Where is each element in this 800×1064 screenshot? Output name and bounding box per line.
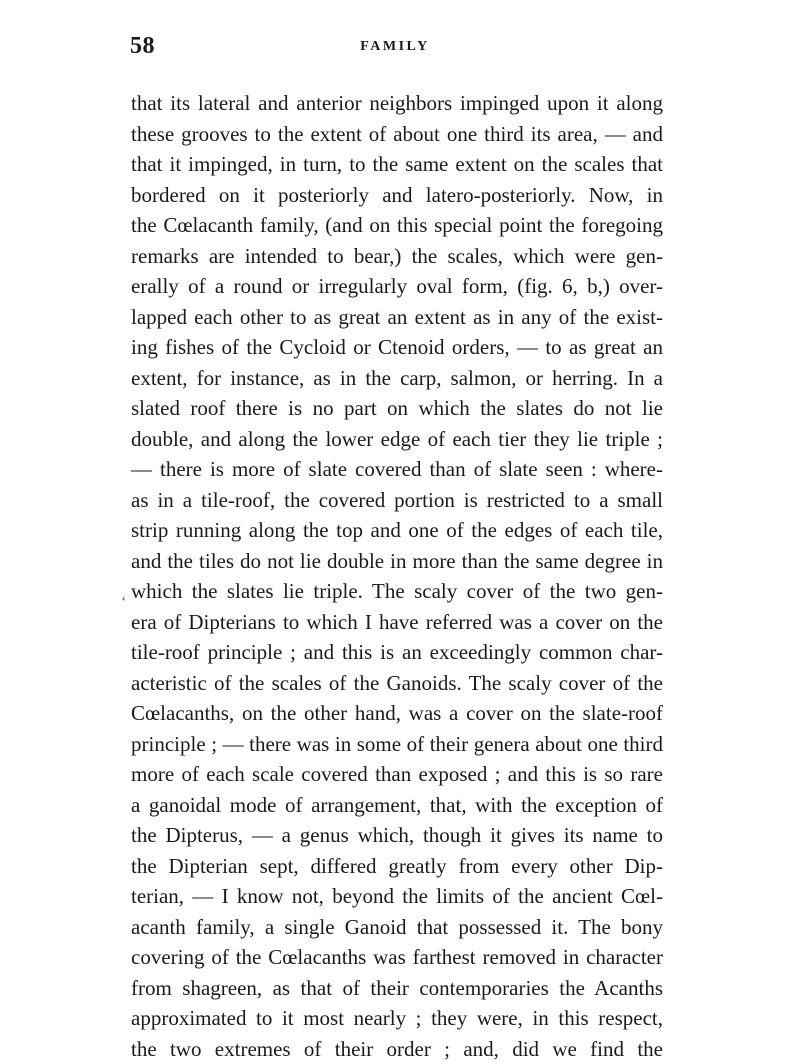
text-line: the Cœlacanth family, (and on this special point the foregoing	[131, 210, 663, 241]
text-line: bordered on it posteriorly and latero-posteriorly. Now, in	[131, 180, 663, 211]
text-line: Cœlacanths, on the other hand, was a cover on the slate-roof	[131, 698, 663, 729]
text-line: the Dipterian sept, differed greatly from every other Dip-	[131, 851, 663, 882]
text-line: the Dipterus, — a genus which, though it gives its name to	[131, 820, 663, 851]
text-line: more of each scale covered than exposed ; and this is so rare	[131, 759, 663, 790]
text-line: slated roof there is no part on which the slates do not lie	[131, 393, 663, 424]
margin-mark: ʻ	[121, 594, 126, 612]
text-line: as in a tile-roof, the covered portion is restricted to a small	[131, 485, 663, 516]
text-line: — there is more of slate covered than of slate seen : where-	[131, 454, 663, 485]
text-line: that it impinged, in turn, to the same extent on the scales that	[131, 149, 663, 180]
text-line: terian, — I know not, beyond the limits of the ancient Cœl-	[131, 881, 663, 912]
text-line: strip running along the top and one of the edges of each tile,	[131, 515, 663, 546]
text-line: the two extremes of their order ; and, did we find the	[131, 1034, 663, 1064]
text-line: lapped each other to as great an extent as in any of the exist-	[131, 302, 663, 333]
text-line: from shagreen, as that of their contemporaries the Acanths	[131, 973, 663, 1004]
text-line: double, and along the lower edge of each tier they lie triple ;	[131, 424, 663, 455]
page-header	[130, 33, 660, 61]
text-line: tile-roof principle ; and this is an exceedingly common char-	[131, 637, 663, 668]
page-number: 58	[130, 33, 155, 60]
text-line: ing fishes of the Cycloid or Ctenoid orders, — to as great an	[131, 332, 663, 363]
text-line: approximated to it most nearly ; they were, in this respect,	[131, 1003, 663, 1034]
text-line: that its lateral and anterior neighbors impinged upon it along	[131, 88, 663, 119]
body-text	[131, 88, 663, 1064]
text-line: acteristic of the scales of the Ganoids. The scaly cover of the	[131, 668, 663, 699]
text-line: acanth family, a single Ganoid that possessed it. The bony	[131, 912, 663, 943]
text-line: era of Dipterians to which I have referred was a cover on the	[131, 607, 663, 638]
text-line: covering of the Cœlacanths was farthest removed in character	[131, 942, 663, 973]
text-line: erally of a round or irregularly oval form, (fig. 6, b,) over-	[131, 271, 663, 302]
text-line: a ganoidal mode of arrangement, that, with the exception of	[131, 790, 663, 821]
text-line: which the slates lie triple. The scaly cover of the two gen-	[131, 576, 663, 607]
text-line: principle ; — there was in some of their genera about one third	[131, 729, 663, 760]
text-line: and the tiles do not lie double in more than the same degree in	[131, 546, 663, 577]
text-line: these grooves to the extent of about one third its area, — and	[131, 119, 663, 150]
text-line: remarks are intended to bear,) the scales, which were gen-	[131, 241, 663, 272]
running-head: FAMILY	[130, 39, 660, 55]
text-line: extent, for instance, as in the carp, salmon, or herring. In a	[131, 363, 663, 394]
